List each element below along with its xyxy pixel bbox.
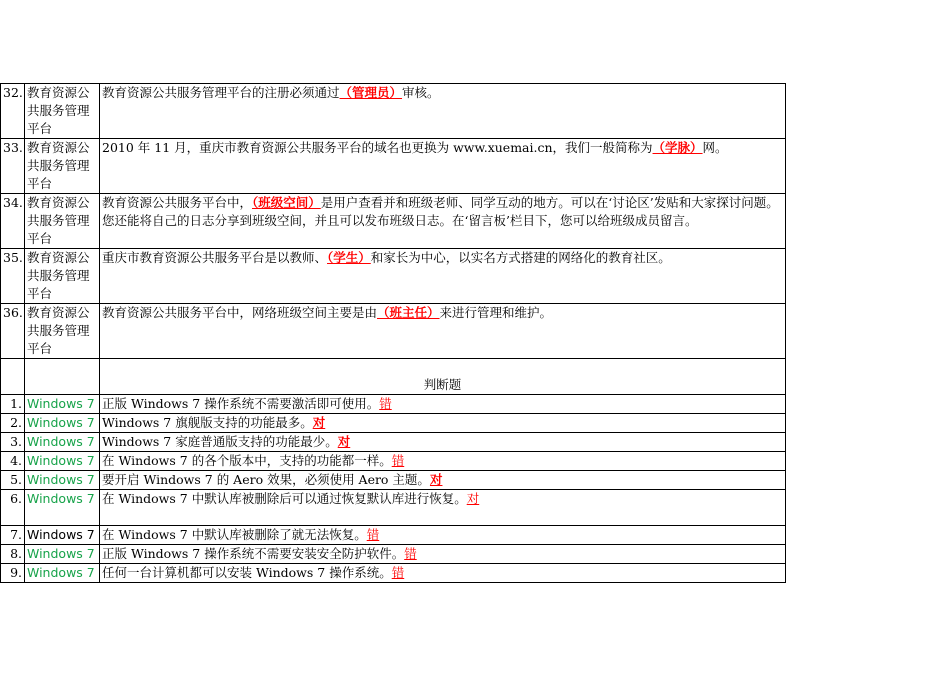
category-cell: 教育资源公共服务管理平台 [25, 84, 100, 139]
answer-text: 错 [391, 453, 405, 468]
row-number: 9. [1, 564, 25, 583]
table-row [1, 490, 786, 526]
answer-text: （学脉） [652, 140, 703, 155]
fill-section [1, 84, 786, 359]
question-text: 在 Windows 7 的各个版本中，支持的功能都一样。 [102, 453, 392, 468]
answer-text: （学生） [327, 250, 371, 265]
question-cell [100, 433, 786, 452]
question-cell [100, 471, 786, 490]
question-cell [100, 395, 786, 414]
question-cell [100, 452, 786, 471]
table-row [1, 433, 786, 452]
question-cell [100, 249, 786, 304]
answer-text: （班级空间） [252, 195, 321, 210]
row-number: 2. [1, 414, 25, 433]
category-cell: 教育资源公共服务管理平台 [25, 249, 100, 304]
question-text: 任何一台计算机都可以安装 Windows 7 操作系统。 [102, 565, 392, 580]
question-text: 教育资源公共服务平台中， [102, 195, 253, 210]
row-number: 6. [1, 490, 25, 526]
question-text: 2010 年 11 月，重庆市教育资源公共服务平台的域名也更换为 www.xuemai.cn，我们一般简称为 [102, 140, 653, 155]
answer-text: 对 [429, 472, 443, 487]
table-row [1, 194, 786, 249]
answer-text: 对 [337, 434, 351, 449]
table-row [1, 452, 786, 471]
question-text-tail: 是用户查看并和班级老师、同学互动的地方。可以在‘讨论区’发贴和大家探讨问题。您还能将自己的日志分享到班级空间，并且可以发布班级日志。在‘留言板’栏目下，您可以给班级成员留言。 [102, 195, 779, 228]
category-cell: Windows 7 [25, 526, 100, 545]
row-number: 3. [1, 433, 25, 452]
question-text: 正版 Windows 7 操作系统不需要激活即可使用。 [102, 396, 380, 411]
row-number: 5. [1, 471, 25, 490]
question-text: 教育资源公共服务管理平台的注册必须通过 [102, 85, 340, 100]
answer-text: 错 [391, 565, 405, 580]
row-number: 34. [1, 194, 25, 249]
row-number: 33. [1, 139, 25, 194]
question-text: 教育资源公共服务平台中，网络班级空间主要是由 [102, 305, 378, 320]
answer-text: 错 [404, 546, 417, 561]
category-cell: Windows 7 [25, 471, 100, 490]
row-number: 1. [1, 395, 25, 414]
table-row [1, 414, 786, 433]
row-number: 7. [1, 526, 25, 545]
category-cell: Windows 7 [25, 490, 100, 526]
answer-text: 错 [366, 527, 380, 542]
question-text: 正版 Windows 7 操作系统不需要安装安全防护软件。 [102, 546, 405, 561]
answer-text: （班主任） [377, 305, 440, 320]
question-cell [100, 564, 786, 583]
table-row [1, 526, 786, 545]
category-cell: Windows 7 [25, 395, 100, 414]
table-row [1, 249, 786, 304]
category-cell: Windows 7 [25, 564, 100, 583]
question-text-tail: 和家长为中心，以实名方式搭建的网络化的教育社区。 [370, 250, 671, 265]
question-text: Windows 7 旗舰版支持的功能最多。 [102, 415, 313, 430]
row-number: 35. [1, 249, 25, 304]
row-number: 36. [1, 304, 25, 359]
table-row [1, 304, 786, 359]
category-cell: 教育资源公共服务管理平台 [25, 194, 100, 249]
question-text-tail: 网。 [702, 140, 728, 155]
question-text: 要开启 Windows 7 的 Aero 效果，必须使用 Aero 主题。 [102, 472, 430, 487]
category-cell: 教育资源公共服务管理平台 [25, 139, 100, 194]
question-cell [100, 526, 786, 545]
question-text: 重庆市教育资源公共服务平台是以教师、 [102, 250, 328, 265]
answer-text: （管理员） [339, 85, 403, 100]
question-sheet [0, 83, 786, 583]
row-number: 32. [1, 84, 25, 139]
judge-section [1, 359, 786, 583]
question-cell [100, 194, 786, 249]
empty-cell [1, 359, 25, 395]
question-text: 在 Windows 7 中默认库被删除后可以通过恢复默认库进行恢复。 [102, 491, 467, 506]
table-row [1, 395, 786, 414]
question-cell [100, 139, 786, 194]
question-text-tail: 审核。 [402, 85, 440, 100]
category-cell: Windows 7 [25, 414, 100, 433]
question-cell [100, 490, 786, 526]
table-row [1, 545, 786, 564]
row-number: 4. [1, 452, 25, 471]
question-text-tail: 来进行管理和维护。 [439, 305, 553, 320]
answer-text: 错 [379, 396, 392, 411]
answer-text: 对 [312, 415, 326, 430]
question-cell [100, 545, 786, 564]
category-cell: Windows 7 [25, 452, 100, 471]
question-cell [100, 304, 786, 359]
category-cell: Windows 7 [25, 545, 100, 564]
table-row [1, 564, 786, 583]
table-row [1, 139, 786, 194]
answer-text: 对 [466, 491, 480, 506]
table-row [1, 471, 786, 490]
category-cell: 教育资源公共服务管理平台 [25, 304, 100, 359]
question-text: 在 Windows 7 中默认库被删除了就无法恢复。 [102, 527, 367, 542]
section-header: 判断题 [100, 359, 786, 395]
empty-cell [25, 359, 100, 395]
row-number: 8. [1, 545, 25, 564]
section-header-row [1, 359, 786, 395]
table-row [1, 84, 786, 139]
question-cell [100, 84, 786, 139]
category-cell: Windows 7 [25, 433, 100, 452]
question-cell [100, 414, 786, 433]
question-text: Windows 7 家庭普通版支持的功能最少。 [102, 434, 338, 449]
